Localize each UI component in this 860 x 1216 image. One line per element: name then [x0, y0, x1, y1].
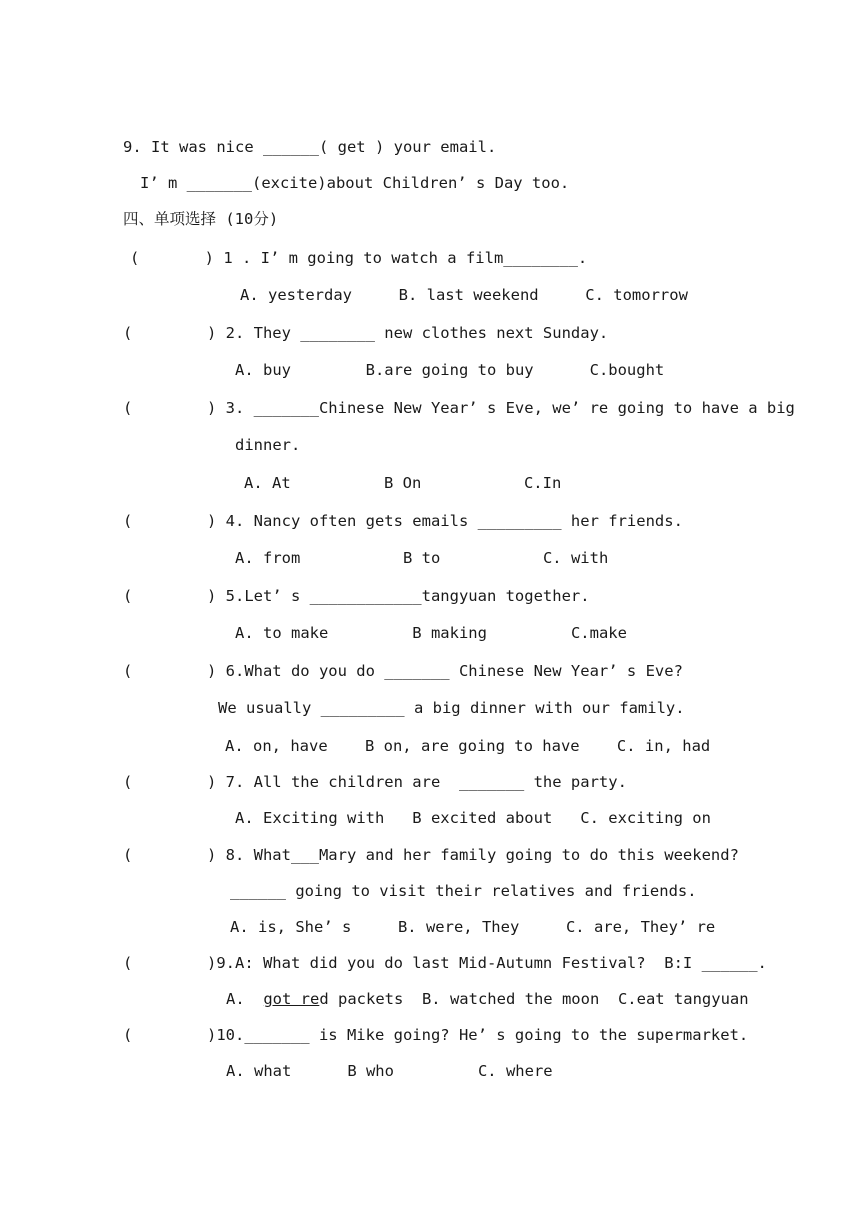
mc-question-5: ( ) 5.Let’ s ____________tangyuan together.: [123, 587, 590, 605]
mc-question-7: ( ) 7. All the children are _______ the party.: [123, 773, 627, 791]
mc-options-9: [226, 989, 749, 1009]
mc-options-7: A. Exciting with B excited about C. exciting on: [235, 809, 711, 827]
question-9-line-2: I’ m _______(excite)about Children’ s Day too.: [140, 174, 570, 192]
section-heading: 四、单项选择 (10分): [123, 210, 279, 228]
mc-question-3-cont: dinner.: [235, 436, 301, 454]
mc-question-8-answer-line: ______ going to visit their relatives and friends.: [230, 882, 697, 900]
mc-options-5: A. to make B making C.make: [235, 624, 627, 642]
mc-question-10: ( )10._______ is Mike going? He’ s going to the supermarket.: [123, 1026, 749, 1044]
mc-question-8: ( ) 8. What___Mary and her family going to do this weekend?: [123, 846, 739, 864]
mc-question-6: ( ) 6.What do you do _______ Chinese New Year’ s Eve?: [123, 662, 683, 680]
question-9-line: 9. It was nice ______( get ) your email.: [123, 138, 497, 156]
mc-options-6: A. on, have B on, are going to have C. in, had: [225, 737, 711, 755]
mc-options-4: A. from B to C. with: [235, 549, 609, 567]
mc-question-1: ( ) 1 . I’ m going to watch a film________.: [130, 249, 588, 267]
mc-options-8: A. is, She’ s B. were, They C. are, They’ re: [230, 918, 716, 936]
mc-question-2: ( ) 2. They ________ new clothes next Sunday.: [123, 324, 609, 342]
mc-question-6-answer-line: We usually _________ a big dinner with our family.: [218, 699, 685, 717]
mc-options-1: A. yesterday B. last weekend C. tomorrow: [240, 286, 688, 304]
mc-options-9-underlined: got re: [263, 990, 320, 1008]
mc-options-10: A. what B who C. where: [226, 1062, 553, 1080]
mc-options-3: A. At B On C.In: [244, 474, 562, 492]
mc-options-2: A. buy B.are going to buy C.bought: [235, 361, 665, 379]
mc-options-9-prefix: A.: [226, 990, 264, 1008]
mc-question-9: ( )9.A: What did you do last Mid-Autumn Festival? B:I ______.: [123, 954, 767, 972]
mc-question-3: ( ) 3. _______Chinese New Year’ s Eve, we’ re going to have a big: [123, 399, 795, 417]
mc-question-4: ( ) 4. Nancy often gets emails _________ her friends.: [123, 512, 683, 530]
mc-options-9-rest: d packets B. watched the moon C.eat tangyuan: [319, 990, 749, 1008]
